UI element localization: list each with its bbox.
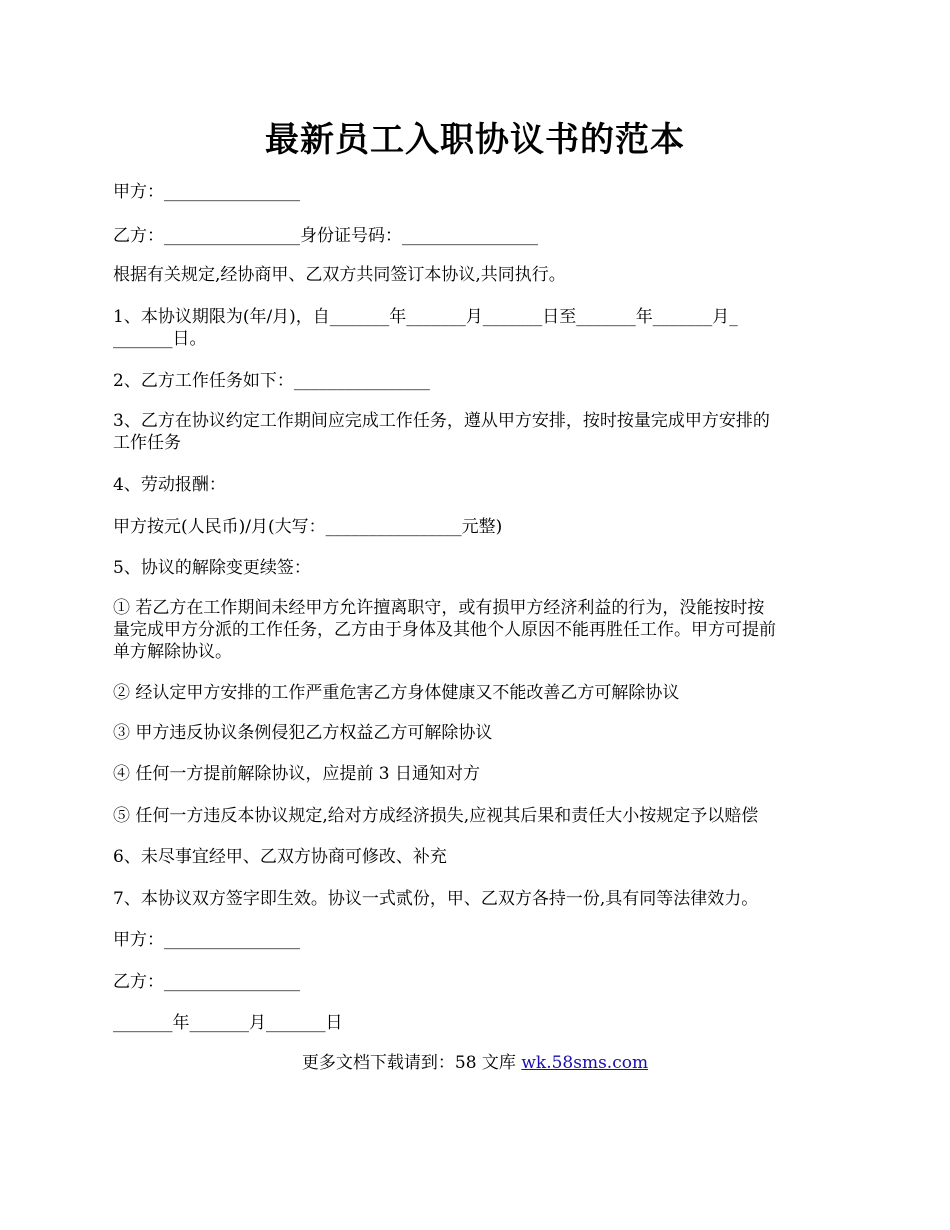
party-a-field: 甲方：________________ xyxy=(113,182,300,202)
clause-5-heading: 5、协议的解除变更续签： xyxy=(113,558,311,578)
clause-1-term: 1、本协议期限为(年/月)，自_______年_______月_______日至_______年_______月_ _______日。 xyxy=(113,307,738,349)
download-footer xyxy=(0,1052,950,1074)
party-b-id-field: 乙方：________________身份证号码：________________ xyxy=(113,226,538,246)
signature-party-b: 乙方：________________ xyxy=(113,972,300,992)
signature-date: _______年_______月_______日 xyxy=(113,1013,343,1033)
document-title: 最新员工入职协议书的范本 xyxy=(265,120,685,160)
salary-line: 甲方按元(人民币)/月(大写：________________元整) xyxy=(113,517,503,537)
clause-5-item-1: ① 若乙方在工作期间未经甲方允许擅离职守，或有损甲方经济利益的行为，没能按时按 量完成甲方分派的工作任务，乙方由于身体及其他个人原因不能再胜任工作。甲方可提前 单方解除协议。 xyxy=(113,598,776,662)
clause-3-duties: 3、乙方在协议约定工作期间应完成工作任务，遵从甲方安排，按时按量完成甲方安排的 工作任务 xyxy=(113,411,770,453)
footer-text: 更多文档下载请到：58 文库 xyxy=(301,1053,522,1073)
clause-5-item-2: ② 经认定甲方安排的工作严重危害乙方身体健康又不能改善乙方可解除协议 xyxy=(113,683,680,703)
clause-5-item-4: ④ 任何一方提前解除协议，应提前 3 日通知对方 xyxy=(113,764,481,784)
clause-7: 7、本协议双方签字即生效。协议一式贰份，甲、乙双方各持一份,具有同等法律效力。 xyxy=(113,889,759,909)
footer-link[interactable]: wk.58sms.com xyxy=(521,1053,649,1073)
clause-5-item-3: ③ 甲方违反协议条例侵犯乙方权益乙方可解除协议 xyxy=(113,723,493,743)
clause-6: 6、未尽事宜经甲、乙双方协商可修改、补充 xyxy=(113,847,447,867)
clause-5-item-5: ⑤ 任何一方违反本协议规定,给对方成经济损失,应视其后果和责任大小按规定予以赔偿 xyxy=(113,806,759,826)
clause-2-tasks: 2、乙方工作任务如下：________________ xyxy=(113,371,430,391)
intro-paragraph: 根据有关规定,经协商甲、乙双方共同签订本协议,共同执行。 xyxy=(113,265,566,285)
clause-4-heading: 4、劳动报酬： xyxy=(113,475,226,495)
signature-party-a: 甲方：________________ xyxy=(113,930,300,950)
